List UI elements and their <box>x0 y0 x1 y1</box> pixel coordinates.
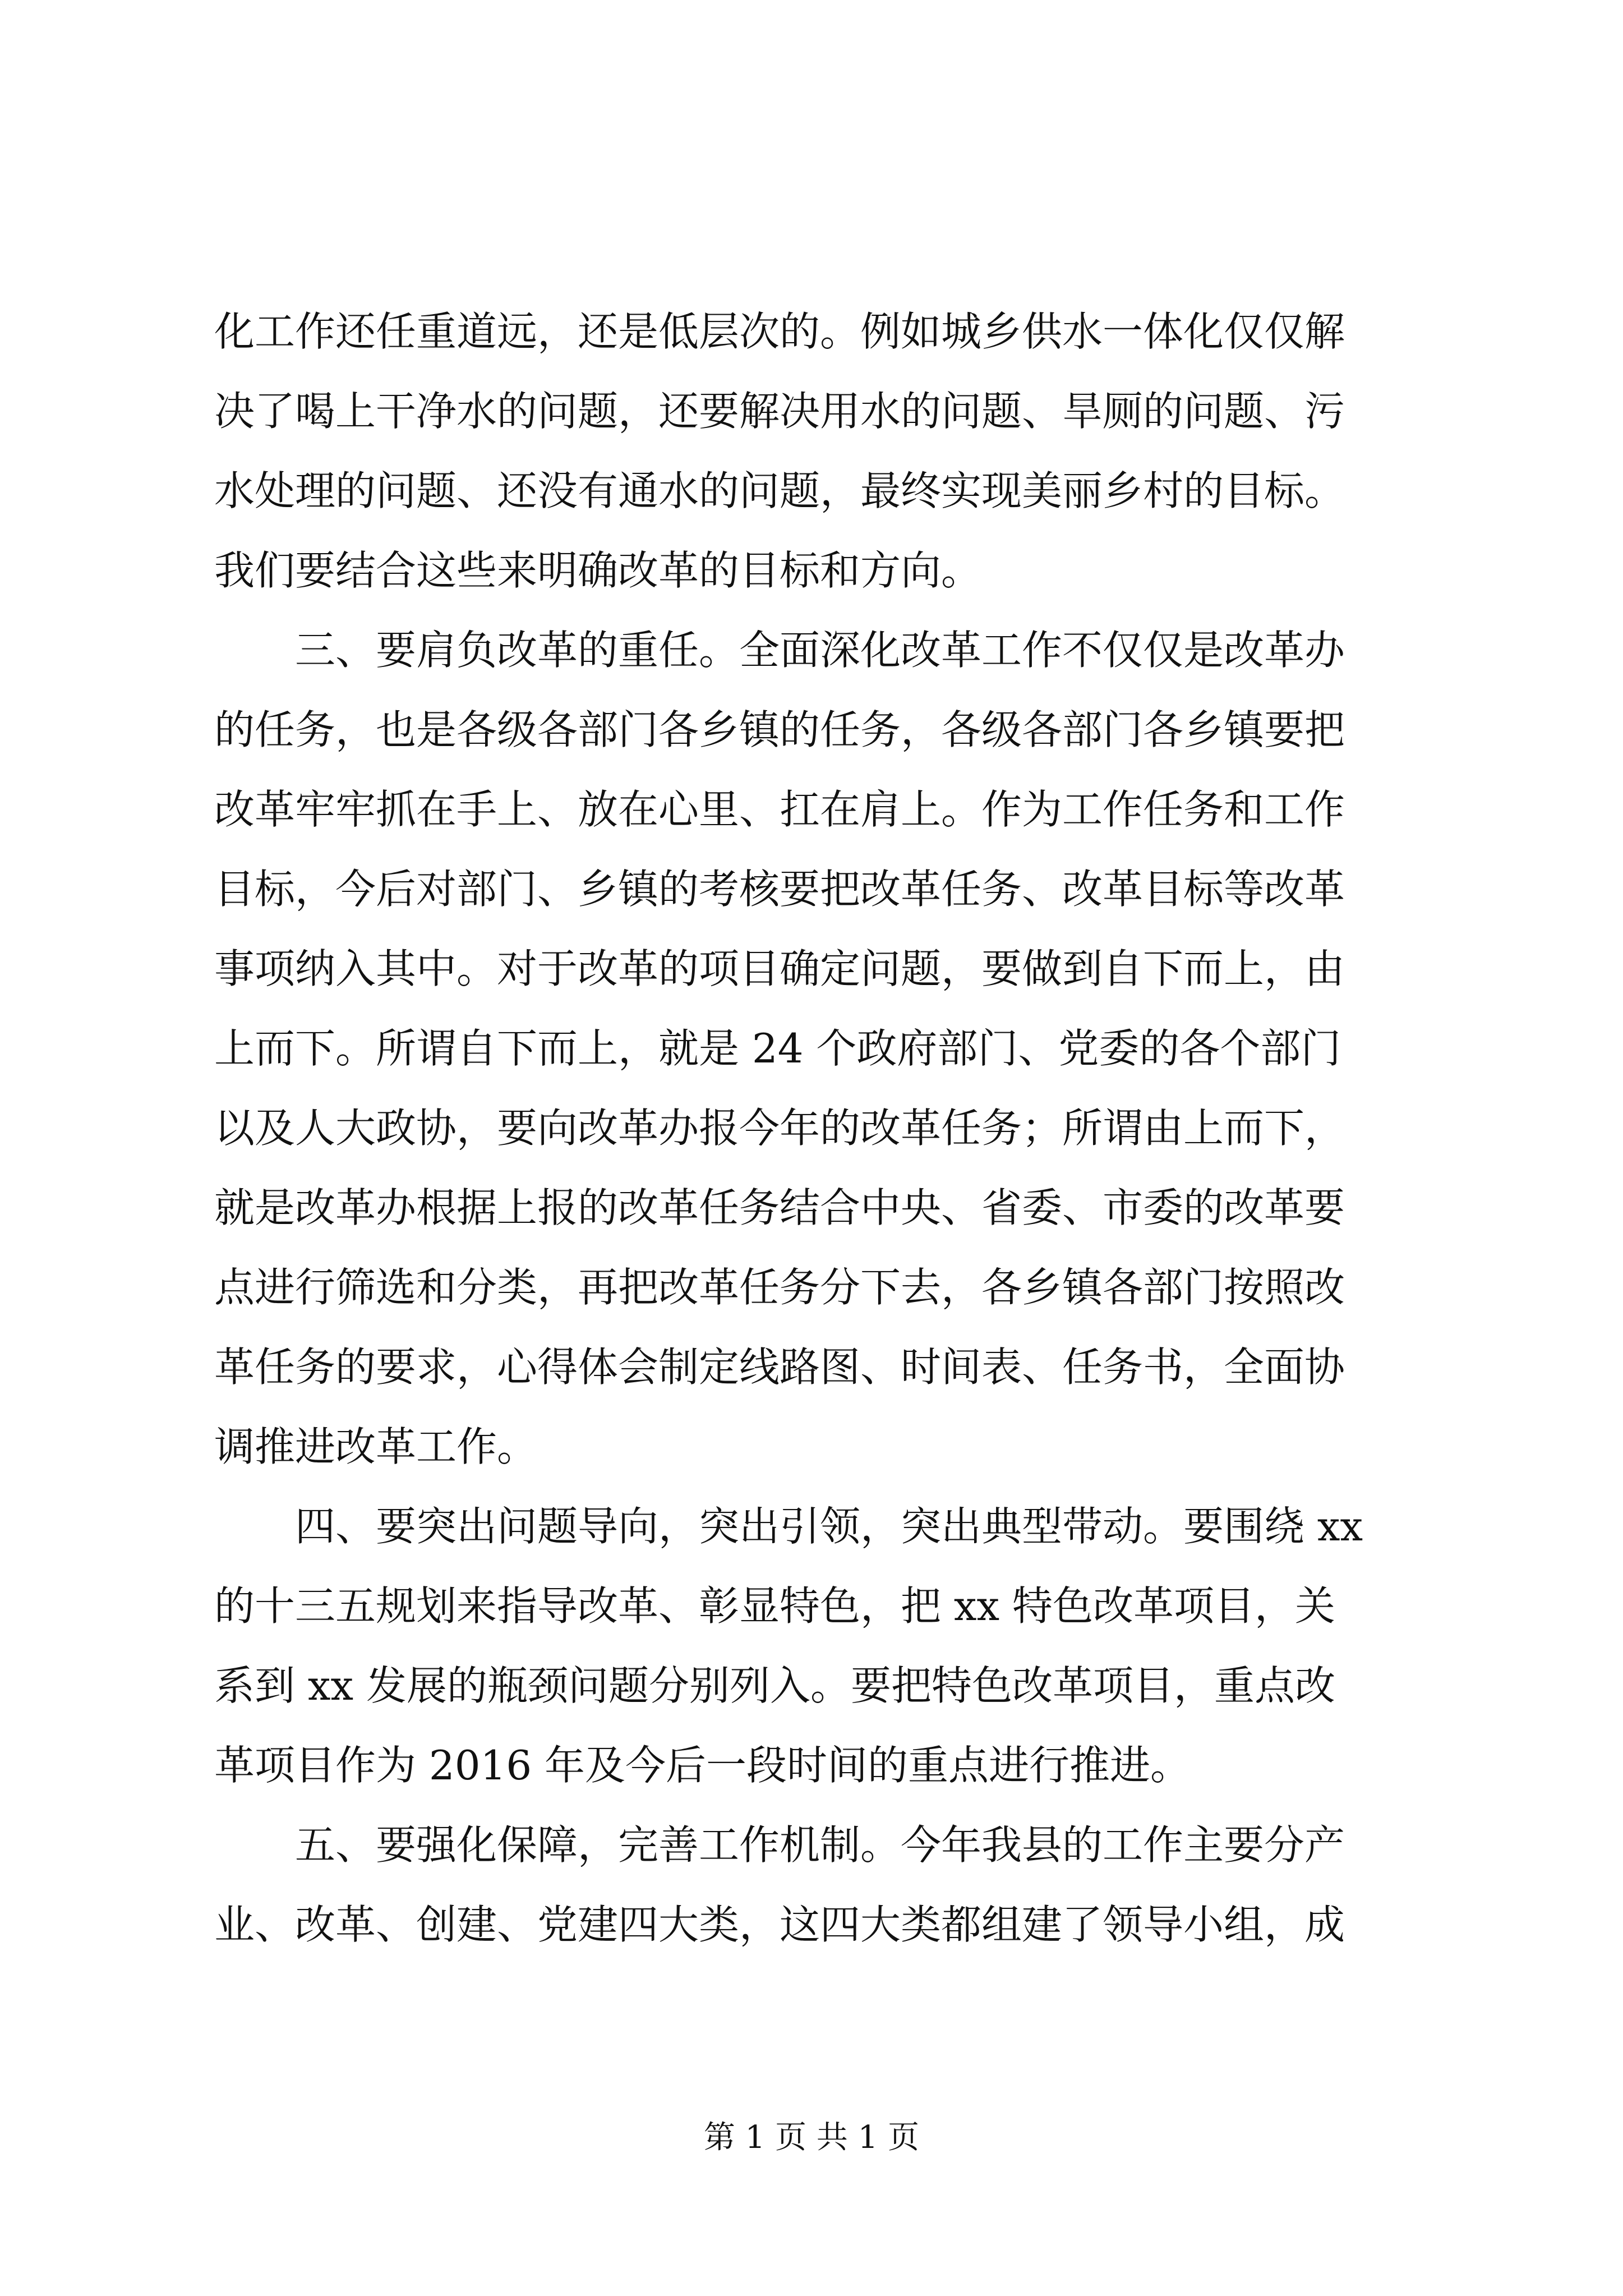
text-line: 点进行筛选和分类，再把改革任务分下去，各乡镇各部门按照改 <box>214 1264 1345 1311</box>
text-line: 水处理的问题、还没有通水的问题，最终实现美丽乡村的目标。 <box>214 467 1345 514</box>
document-body <box>214 292 1420 1964</box>
text-line: 系到 xx 发展的瓶颈问题分别列入。要把特色改革项目，重点改 <box>214 1662 1335 1709</box>
text-line: 革任务的要求，心得体会制定线路图、时间表、任务书，全面协 <box>214 1343 1345 1391</box>
text-line: 改革牢牢抓在手上、放在心里、扛在肩上。作为工作任务和工作 <box>214 786 1345 833</box>
text-line: 五、要强化保障，完善工作机制。今年我县的工作主要分产 <box>295 1821 1345 1869</box>
text-line: 事项纳入其中。对于改革的项目确定问题，要做到自下而上，由 <box>214 945 1345 992</box>
text-line: 三、要肩负改革的重任。全面深化改革工作不仅仅是改革办 <box>295 627 1345 674</box>
text-line: 的十三五规划来指导改革、彰显特色，把 xx 特色改革项目，关 <box>214 1582 1335 1630</box>
text-line: 四、要突出问题导向，突出引领，突出典型带动。要围绕 xx <box>295 1503 1363 1550</box>
text-line: 化工作还任重道远，还是低层次的。例如城乡供水一体化仅仅解 <box>214 308 1345 355</box>
text-line: 革项目作为 2016 年及今后一段时间的重点进行推进。 <box>214 1742 1191 1789</box>
text-line: 业、改革、创建、党建四大类，这四大类都组建了领导小组，成 <box>214 1901 1345 1948</box>
text-line: 的任务，也是各级各部门各乡镇的任务，各级各部门各乡镇要把 <box>214 706 1345 753</box>
page-footer: 第 1 页 共 1 页 <box>703 2119 920 2156</box>
text-line: 目标，今后对部门、乡镇的考核要把改革任务、改革目标等改革 <box>214 866 1345 913</box>
text-line: 我们要结合这些来明确改革的目标和方向。 <box>214 547 982 594</box>
text-line: 调推进改革工作。 <box>214 1423 538 1470</box>
text-line: 上而下。所谓自下而上，就是 24 个政府部门、党委的各个部门 <box>214 1025 1341 1072</box>
text-line: 以及人大政协，要向改革办报今年的改革任务；所谓由上而下， <box>214 1105 1345 1152</box>
text-line: 决了喝上干净水的问题，还要解决用水的问题、旱厕的问题、污 <box>214 388 1345 435</box>
text-line: 就是改革办根据上报的改革任务结合中央、省委、市委的改革要 <box>214 1184 1345 1231</box>
